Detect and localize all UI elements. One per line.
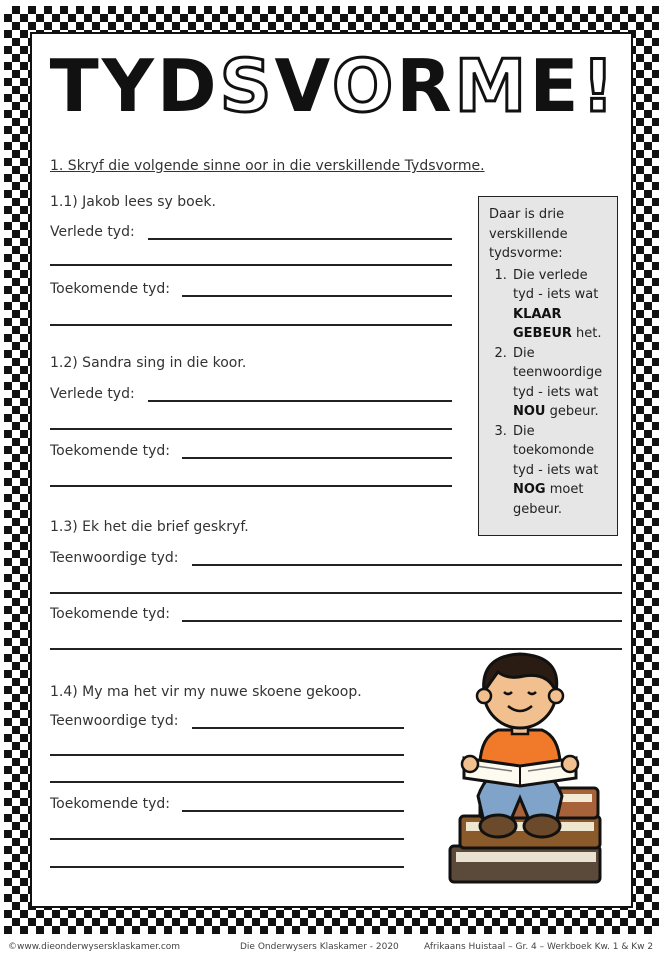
footer-publisher: Die Onderwysers Klaskamer - 2020 [240,942,399,952]
info-box [478,196,618,536]
answer-line[interactable] [182,457,452,459]
tense-keyword: NOU [513,404,546,419]
answer-line[interactable] [182,810,404,812]
answer-line[interactable] [50,324,452,326]
question-prompt: 1.1) Jakob lees sy boek. [50,194,216,210]
tense-text: Die teenwoordige tyd - iets wat [513,345,603,400]
answer-line[interactable] [182,620,622,622]
title-letter: S [219,44,275,128]
instruction: 1. Skryf die volgende sinne oor in die verskillende Tydsvorme. [50,158,485,174]
answer-line[interactable] [50,428,452,430]
title-letter: ! [581,44,618,128]
tense-item [511,422,609,520]
title-letter: R [396,44,455,128]
question-prompt: 1.4) My ma het vir my nuwe skoene gekoop. [50,684,362,700]
tense-keyword: NOG [513,482,546,497]
info-intro: Daar is drie verskillende tydsvorme: [489,207,568,261]
tense-text: moet gebeur. [513,482,584,517]
tense-text: Die verlede tyd - iets wat [513,267,599,302]
question-prompt: 1.3) Ek het die brief geskryf. [50,519,249,535]
title-letter: O [332,44,397,128]
field-label: Verlede tyd: [50,224,135,240]
tense-keyword: KLAAR GEBEUR [513,306,572,341]
field-label: Toekomende tyd: [50,606,170,622]
tense-text: Die toekomonde tyd - iets wat [513,423,599,478]
answer-line[interactable] [50,866,404,868]
title-letter: M [454,44,530,128]
title-letter: E [529,44,582,128]
tense-item [511,266,609,344]
question-prompt: 1.2) Sandra sing in die koor. [50,355,247,371]
boy-reading-illustration [420,646,616,896]
title-letter: Y [101,44,157,128]
field-label: Toekomende tyd: [50,796,170,812]
page-title [32,44,635,128]
tense-item [511,344,609,422]
worksheet [30,32,633,908]
field-label: Verlede tyd: [50,386,135,402]
field-label: Toekomende tyd: [50,443,170,459]
tense-list [489,266,609,520]
answer-line[interactable] [50,754,404,756]
answer-line[interactable] [182,295,452,297]
field-label: Teenwoordige tyd: [50,550,179,566]
footer-course: Afrikaans Huistaal – Gr. 4 – Werkboek Kw. 1 & Kw 2 [424,942,654,952]
field-label: Teenwoordige tyd: [50,713,179,729]
answer-line[interactable] [50,781,404,783]
answer-line[interactable] [148,400,452,402]
answer-line[interactable] [50,485,452,487]
field-label: Toekomende tyd: [50,281,170,297]
tense-text: het. [571,326,602,341]
footer-website: ©www.dieonderwysersklaskamer.com [8,942,181,952]
tense-text: gebeur. [545,404,599,419]
answer-line[interactable] [192,727,404,729]
answer-line[interactable] [50,264,452,266]
answer-line[interactable] [192,564,622,566]
answer-line[interactable] [50,592,622,594]
answer-line[interactable] [148,238,452,240]
title-letter: V [274,44,332,128]
answer-line[interactable] [50,838,404,840]
title-letter: T [49,44,102,128]
title-letter: D [156,44,220,128]
